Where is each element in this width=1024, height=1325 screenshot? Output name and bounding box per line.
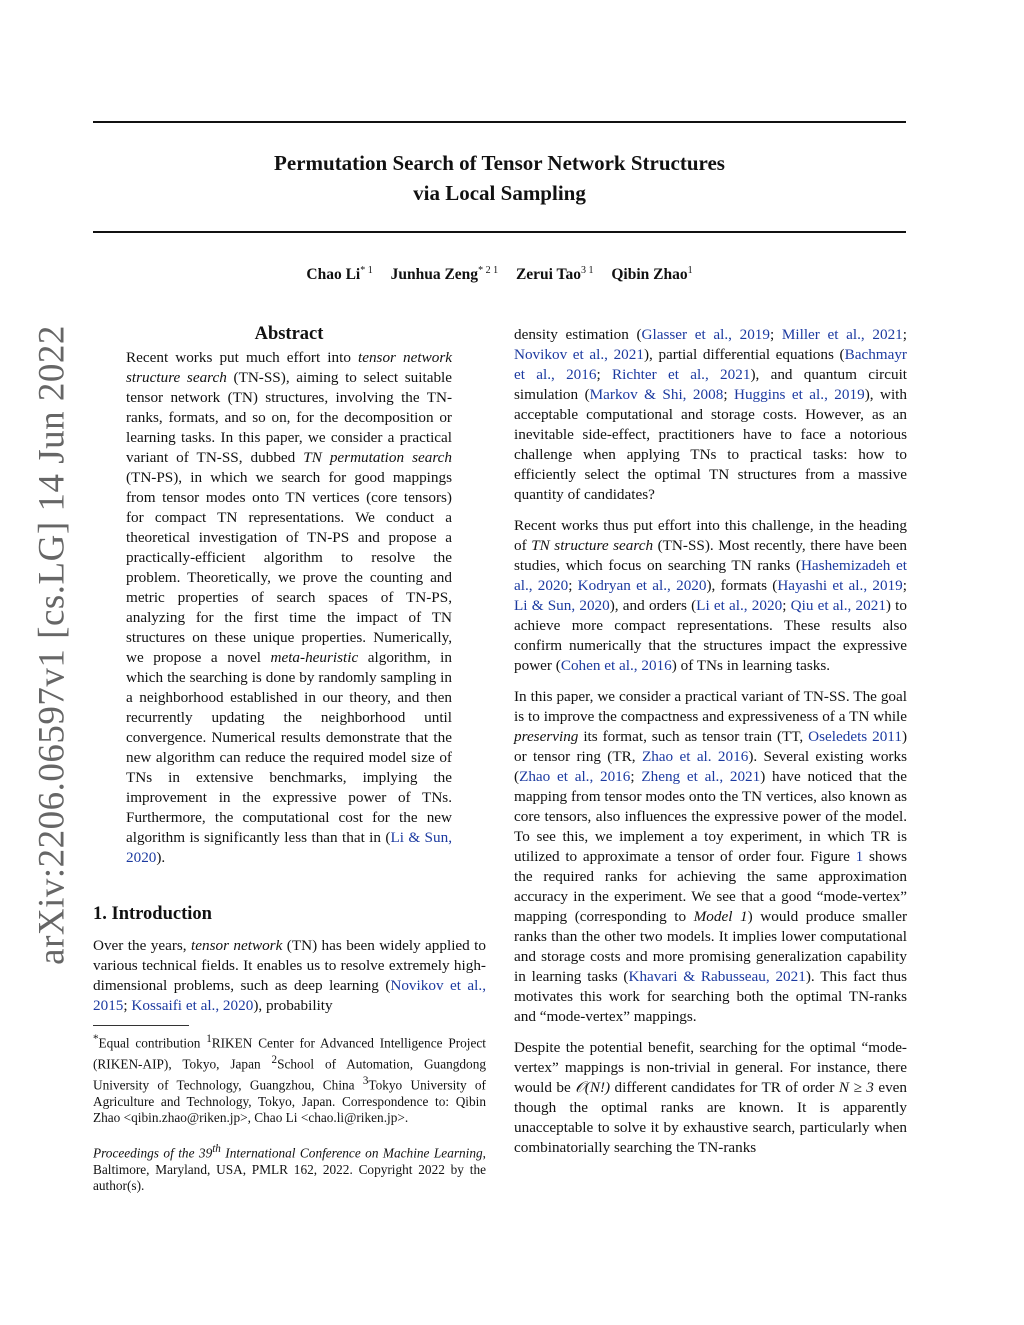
affiliation-footnote: *Equal contribution $^1$RIKEN Center for Advanced Intelligence Project (RIKEN-AIP), Tokyo, Japan $^2$School of Automation, Guangdong University of Technology, Guangzhou, China $^3$Tokyo University of Agriculture and Technology, Tokyo, Japan. Correspondence to: Qibin Zhao <qibin.zhao@riken.jp>, Chao Li <chao.li@riken.jp>. xyxy=(93,1033,486,1126)
citation-link[interactable]: Khavari & Rabusseau, 2021 xyxy=(628,968,806,985)
paragraph: density estimation (Glasser et al., 2019; Miller et al., 2021; Novikov et al., 2021), partial differential equations (Bachmayr et al., 2016; Richter et al., 2021), and quantum circuit simulation (Markov & Shi, 2008; Huggins et al., 2019), with acceptable computational and storage costs. However, as an inevitable side-effect, practitioners have to face a notorious challenge when applying TNs to practical tasks: how to efficiently select the optimal TN structures from a massive quantity of candidates? xyxy=(514,326,908,503)
citation-link[interactable]: Li & Sun, 2020 xyxy=(514,597,610,614)
citation-link[interactable]: Richter et al., 2021 xyxy=(611,366,751,383)
citation-link[interactable]: Qiu et al., 2021 xyxy=(790,597,886,614)
bottom-rule xyxy=(93,231,906,233)
author: Qibin Zhao$^1$ xyxy=(611,265,693,284)
proceedings-note: Proceedings of the 39th International Conference on Machine Learning, Baltimore, Maryland, USA, PMLR 162, 2022. Copyright 2022 by the author(s). xyxy=(93,1142,486,1194)
citation-link[interactable]: Kossaifi et al., 2020 xyxy=(131,997,254,1014)
citation-link[interactable]: Oseledets 2011 xyxy=(808,728,902,745)
citation-link[interactable]: Glasser et al., 2019 xyxy=(641,326,770,343)
citation-link[interactable]: Miller et al., 2021 xyxy=(781,326,903,343)
citation-link[interactable]: Bachmayr et al., 2016 xyxy=(514,346,907,383)
citation-link[interactable]: Zhao et al. 2016 xyxy=(641,748,749,765)
section-heading: 1. Introduction xyxy=(93,904,212,924)
citation-link[interactable]: Li et al., 2020 xyxy=(696,597,783,614)
citation-link[interactable]: Hayashi et al., 2019 xyxy=(777,577,903,594)
citation-link[interactable]: Novikov et al., 2015 xyxy=(93,977,486,1014)
math-expression: N ≥ 3 xyxy=(838,1079,874,1096)
citation-link[interactable]: Li & Sun, 2020 xyxy=(126,829,452,866)
citation-link[interactable]: Cohen et al., 2016 xyxy=(560,657,672,674)
citation-link[interactable]: Kodryan et al., 2020 xyxy=(577,577,707,594)
paragraph: Recent works thus put effort into this challenge, in the heading of TN structure search (TN-SS). Most recently, there have been studies, which focus on searching TN ranks (Hashemizadeh et al., 2020; Kodryan et al., 2020), formats (Hayashi et al., 2019; Li & Sun, 2020), and orders (Li et al., 2020; Qiu et al., 2021) to achieve more compact representations. These results also confirm numerically that the structures impact the expressive power (Cohen et al., 2016) of TNs in learning tasks. xyxy=(514,517,908,674)
abstract-heading: Abstract xyxy=(254,324,324,344)
author: Chao Li$^{* 1}$ xyxy=(306,265,373,284)
citation-link[interactable]: Zheng et al., 2021 xyxy=(641,768,761,785)
author-list xyxy=(93,265,906,284)
abstract-section xyxy=(126,323,452,868)
intro-paragraph: Over the years, tensor network (TN) has been widely applied to various technical fields. It enables us to resolve extremely high-dimensional problems, such as deep learning (Novikov et al., 2015; Kossaifi et al., 2020), probability xyxy=(93,937,486,1014)
citation-link[interactable]: Novikov et al., 2021 xyxy=(514,346,644,363)
citation-link[interactable]: Zhao et al., 2016 xyxy=(519,768,631,785)
figure-reference-link[interactable]: 1 xyxy=(855,848,864,865)
citation-link[interactable]: Hashemizadeh et al., 2020 xyxy=(514,557,907,594)
citation-link[interactable]: Markov & Shi, 2008 xyxy=(589,386,724,403)
footnotes xyxy=(93,1031,486,1195)
footnote-rule xyxy=(93,1025,189,1026)
arxiv-stamp-text: arXiv:2206.06597v1 [cs.LG] 14 Jun 2022 xyxy=(31,325,73,965)
introduction-section xyxy=(93,903,486,1195)
top-rule xyxy=(93,121,906,123)
abstract-text: Recent works put much effort into tensor network structure search (TN-SS), aiming to select suitable tensor network (TN) structures, involving the TN-ranks, formats, and so on, for the decomposition or learning tasks. In this paper, we consider a practical variant of TN-SS, dubbed TN permutation search (TN-PS), in which we search for good mappings from tensor modes onto TN vertices (core tensors) for compact TN representations. We conduct a theoretical investigation of TN-PS and propose a practically-efficient algorithm to resolve the problem. Theoretically, we prove the counting and metric properties of search spaces of TN-PS, analyzing for the first time the impact of TN structures on these unique properties. Numerically, we propose a novel meta-heuristic algorithm, in which the searching is done by randomly sampling in a neighborhood established in our theory, and then recurrently updating the neighborhood until convergence. Numerical results demonstrate that the new algorithm can reduce the required model size of TNs in extensive benchmarks, implying the improvement in the expressive power of TNs. Furthermore, the computational cost for the new algorithm is significantly less than that in (Li & Sun, 2020). xyxy=(126,349,453,866)
citation-link[interactable]: Huggins et al., 2019 xyxy=(733,386,865,403)
paragraph: Despite the potential benefit, searching for the optimal “mode-vertex” mappings is non-trivial in general. For instance, there would be 𝒪(N!) different candidates for TR of order N ≥ 3 even though the optimal ranks are known. It is apparently unacceptable to solve it by exhaustive search, particularly when combinatorially searching the TN-ranks xyxy=(514,1039,907,1156)
right-column xyxy=(514,325,907,1158)
math-expression: 𝒪(N!) xyxy=(575,1079,611,1096)
paper-title-line-2: via Local Sampling xyxy=(413,181,586,205)
paragraph: In this paper, we consider a practical variant of TN-SS. The goal is to improve the compactness and expressiveness of a TN while preserving its format, such as tensor train (TT, Oseledets 2011) or tensor ring (TR, Zhao et al. 2016). Several existing works (Zhao et al., 2016; Zheng et al., 2021) have noticed that the mapping from tensor modes onto the TN vertices, also known as core tensors, also influences the expressive power of the model. To see this, we implement a toy experiment, in which TR is utilized to approximate a tensor of order four. Figure 1 shows the required ranks for achieving the same approximation accuracy in the experiment. We see that a good “mode-vertex” mapping (corresponding to Model 1) would produce smaller ranks than the other two models. It implies lower computational and storage costs and more promising generalization capability in learning tasks (Khavari & Rabusseau, 2021). This fact thus motivates this work for searching both the optimal TN-ranks and “mode-vertex” mappings. xyxy=(514,688,907,1025)
author: Junhua Zeng$^{* 2 1}$ xyxy=(390,265,499,284)
paper-title-line-1: Permutation Search of Tensor Network Structures xyxy=(274,151,725,175)
author: Zerui Tao$^{3 1}$ xyxy=(515,265,594,284)
